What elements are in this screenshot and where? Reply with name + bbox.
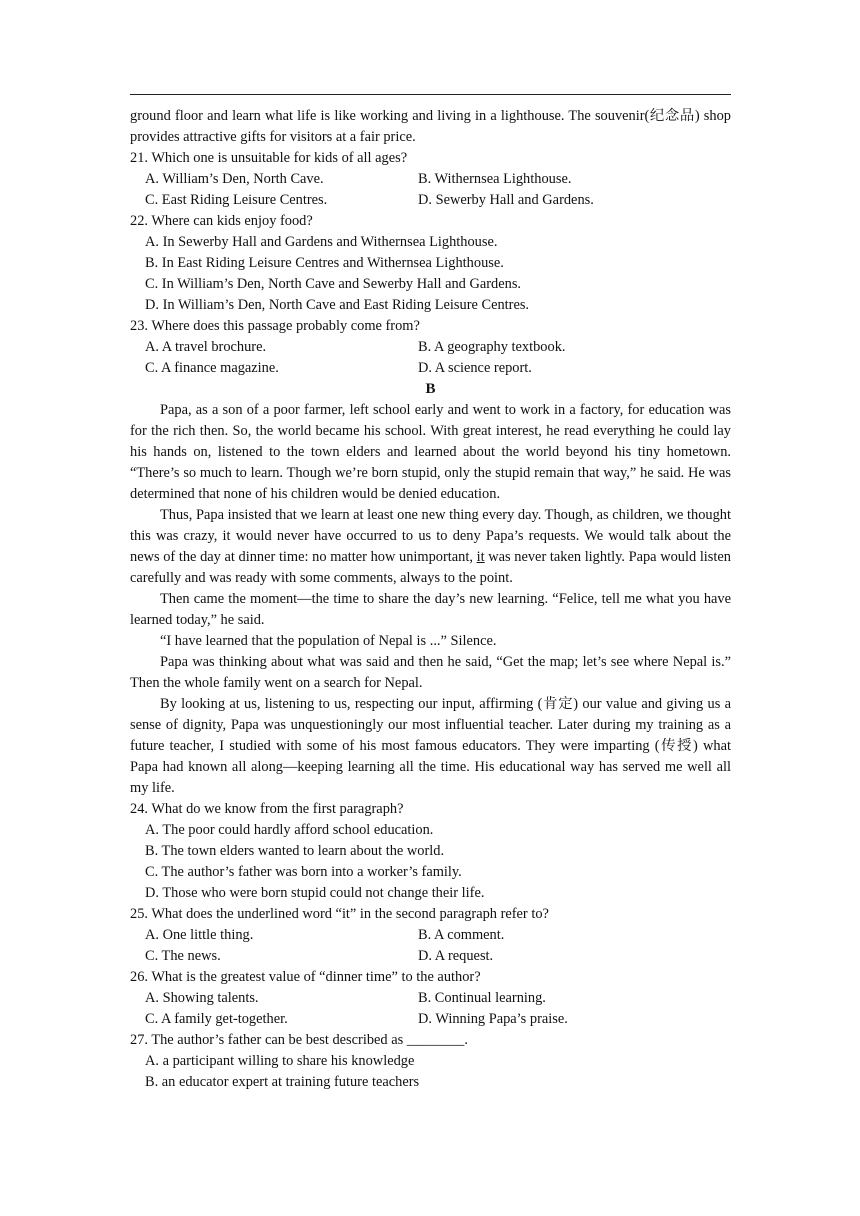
- option-d: D. A request.: [418, 948, 494, 964]
- question-25: [130, 904, 731, 967]
- paragraph-5: Papa was thinking about what was said and then he said, “Get the map; let’s see where Nepal is.” Then the whole family went on a search for Nepal.: [130, 654, 731, 691]
- question-stem: 21. Which one is unsuitable for kids of all ages?: [130, 150, 408, 166]
- option-b: B. A geography textbook.: [418, 339, 566, 355]
- option-b: B. A comment.: [418, 927, 505, 943]
- paragraph-6: By looking at us, listening to us, respecting our input, affirming (肯定) our value and giving us a sense of dignity, Papa was unquestioningly our most influential teacher. Later during my training as a future teacher, I studied with some of his most famous educators. They were imparting (传授) what Papa had known all along—keeping learning all the time. His educational way has served me well all my life.: [130, 696, 731, 796]
- question-stem: 24. What do we know from the first paragraph?: [130, 801, 404, 817]
- question-stem: 22. Where can kids enjoy food?: [130, 213, 313, 229]
- option-c: C. A family get-together.: [145, 1011, 288, 1027]
- option-a: A. A travel brochure.: [145, 339, 267, 355]
- option-b: B. In East Riding Leisure Centres and Withernsea Lighthouse.: [145, 255, 504, 271]
- option-d: D. Winning Papa’s praise.: [418, 1011, 568, 1027]
- question-22: [130, 211, 731, 316]
- option-c: C. The author’s father was born into a worker’s family.: [145, 864, 462, 880]
- paragraph-4: “I have learned that the population of Nepal is ...” Silence.: [160, 633, 497, 649]
- paragraph-1: Papa, as a son of a poor farmer, left school early and went to work in a factory, for education was for the rich then. So, the world became his school. With great interest, he read everything he could lay his hands on, listened to the town elders and learned about the world beyond his tiny hometown. “There’s so much to learn. Though we’re born stupid, only the stupid remain that way,” he said. He was determined that none of his children would be denied education.: [130, 402, 731, 502]
- question-stem: 26. What is the greatest value of “dinner time” to the author?: [130, 969, 481, 985]
- underlined-word-it: it: [476, 549, 485, 565]
- option-d: D. A science report.: [418, 360, 532, 376]
- question-stem: 23. Where does this passage probably come from?: [130, 318, 420, 334]
- question-stem: 25. What does the underlined word “it” in the second paragraph refer to?: [130, 906, 549, 922]
- option-a: A. In Sewerby Hall and Gardens and Withernsea Lighthouse.: [145, 234, 498, 250]
- option-c: C. The news.: [145, 948, 221, 964]
- header-rule: [130, 94, 731, 95]
- option-c: C. East Riding Leisure Centres.: [145, 192, 328, 208]
- paragraph-2-part-2: was never taken lightly. Papa would listen carefully and was ready with some comments, always to the point.: [130, 549, 731, 586]
- option-c: C. A finance magazine.: [145, 360, 279, 376]
- passage-a-tail: ground floor and learn what life is like working and living in a lighthouse. The souvenir(纪念品) shop provides attractive gifts for visitors at a fair price.: [130, 108, 731, 145]
- paragraph-2: [130, 505, 731, 589]
- option-b: B. Withernsea Lighthouse.: [418, 171, 572, 187]
- option-c: C. In William’s Den, North Cave and Sewerby Hall and Gardens.: [145, 276, 522, 292]
- option-a: A. William’s Den, North Cave.: [145, 171, 324, 187]
- paragraph-2-part-1: Thus, Papa insisted that we learn at least one new thing every day. Though, as children, we thought this was crazy, it would never have occurred to us to deny Papa’s requests. We would talk about the news of the day at dinner time: no matter how unimportant,: [130, 507, 731, 565]
- option-a: A. Showing talents.: [145, 990, 259, 1006]
- paragraph-3: Then came the moment—the time to share the day’s new learning. “Felice, tell me what you have learned today,” he said.: [130, 591, 731, 628]
- question-21: [130, 148, 731, 211]
- question-stem: 27. The author’s father can be best described as ________.: [130, 1032, 468, 1048]
- option-d: D. Those who were born stupid could not change their life.: [145, 885, 485, 901]
- option-a: A. One little thing.: [145, 927, 254, 943]
- question-24: [130, 799, 731, 904]
- question-26: [130, 967, 731, 1030]
- option-d: D. Sewerby Hall and Gardens.: [418, 192, 594, 208]
- option-b: B. The town elders wanted to learn about the world.: [145, 843, 445, 859]
- question-23: [130, 316, 731, 379]
- page-content: [130, 106, 731, 1093]
- option-d: D. In William’s Den, North Cave and East Riding Leisure Centres.: [145, 297, 530, 313]
- option-b: B. Continual learning.: [418, 990, 546, 1006]
- question-27: [130, 1030, 731, 1093]
- option-a: A. a participant willing to share his knowledge: [145, 1053, 415, 1069]
- section-b-heading: B: [425, 381, 436, 397]
- option-b: B. an educator expert at training future teachers: [145, 1074, 420, 1090]
- option-a: A. The poor could hardly afford school education.: [145, 822, 434, 838]
